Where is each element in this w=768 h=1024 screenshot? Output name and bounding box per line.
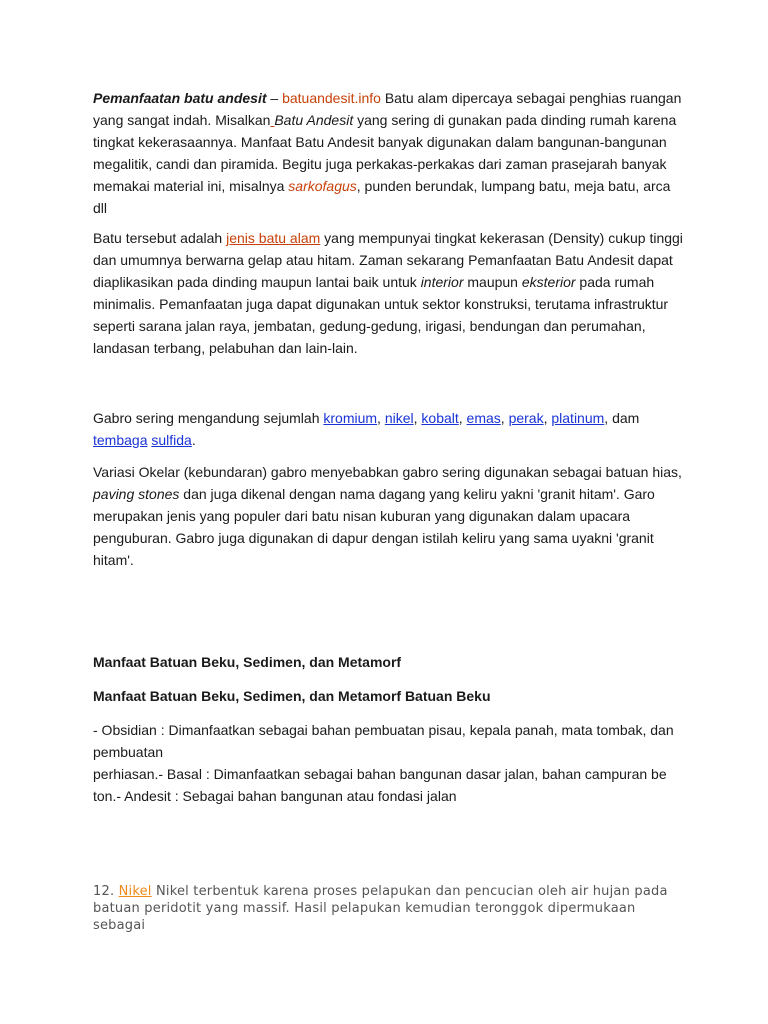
site-link[interactable]: batuandesit.info: [282, 90, 381, 106]
batuan-beku-list: [93, 719, 683, 807]
subsection-heading: Manfaat Batuan Beku, Sedimen, dan Metamorf Batuan Beku: [93, 688, 491, 704]
document-body: [93, 87, 683, 934]
perak-link[interactable]: perak: [508, 410, 544, 426]
eksterior-term: eksterior: [521, 274, 576, 290]
tembaga-link[interactable]: tembaga: [93, 432, 148, 448]
sulfida-link[interactable]: sulfida: [151, 432, 192, 448]
paragraph-andesit-intro: Pemanfaatan batu andesit – batuandesit.info Batu alam dipercaya sebagai penghias ruangan yang sangat indah. Misalkan Batu Andesit yang sering di gunakan pada dinding rumah karena tingkat kekerasaannya. Manfaat Batu Andesit banyak digunakan dalam bangunan-bangunan megalitik, candi dan piramida. Begitu juga perkakas-perkakas dari zaman prasejarah banyak memakai material ini, misalnya sarkofagus, punden berundak, lumpang batu, meja batu, arca dll: [93, 90, 682, 216]
nikel-footer-link[interactable]: Nikel: [118, 884, 152, 899]
platinum-link[interactable]: platinum: [551, 410, 605, 426]
paragraph-gabro-minerals: Gabro sering mengandung sejumlah kromium, nikel, kobalt, emas, perak, platinum, dam tembaga sulfida.: [93, 410, 640, 448]
kobalt-link[interactable]: kobalt: [421, 410, 459, 426]
paragraph-batu-alam: Batu tersebut adalah jenis batu alam yang mempunyai tingkat kekerasan (Density) cukup tinggi dan umumnya berwarna gelap atau hitam. Zaman sekarang Pemanfaatan Batu Andesit dapat diaplikasikan pada dinding maupun lantai baik untuk interior maupun eksterior pada rumah minimalis. Pemanfaatan juga dapat digunakan untuk sektor konstruksi, terutama infrastruktur seperti sarana jalan raya, jembatan, gedung-gedung, irigasi, bendungan dan perumahan, landasan terbang, pelabuhan dan lain-lain.: [93, 230, 683, 356]
nikel-link[interactable]: nikel: [384, 410, 414, 426]
kromium-link[interactable]: kromium: [323, 410, 378, 426]
paving-stones-term: paving stones: [93, 486, 180, 502]
jenis-batu-alam-link[interactable]: jenis batu alam: [226, 230, 321, 246]
paragraph-gabro-variasi: Variasi Okelar (kebundaran) gabro menyebabkan gabro sering digunakan sebagai batuan hias, paving stones dan juga dikenal dengan nama dagang yang keliru yakni 'granit hitam'. Garo merupakan jenis yang populer dari batu nisan kuburan yang digunakan dalam upacara penguburan. Gabro juga digunakan di dapur dengan istilah keliru yang sama uyakni 'granit hitam'.: [93, 464, 682, 568]
footer-nikel-paragraph: 12. Nikel Nikel terbentuk karena proses pelapukan dan pencucian oleh air hujan pada batuan peridotit yang massif. Hasil pelapukan kemudian teronggok dipermukaan sebagai: [93, 884, 668, 933]
list-line-basal-andesit: perhiasan.- Basal : Dimanfaatkan sebagai bahan bangunan dasar jalan, bahan campuran be ton.- Andesit : Sebagai bahan bangunan atau fondasi jalan: [93, 766, 667, 804]
batu-andesit-term: Batu Andesit: [274, 112, 354, 128]
article-title: Pemanfaatan batu andesit: [93, 90, 267, 106]
interior-term: interior: [420, 274, 464, 290]
sarkofagus-link[interactable]: sarkofagus: [288, 178, 357, 194]
emas-link[interactable]: emas: [466, 410, 501, 426]
section-heading: Manfaat Batuan Beku, Sedimen, dan Metamorf: [93, 654, 402, 670]
list-line-obsidian: - Obsidian : Dimanfaatkan sebagai bahan pembuatan pisau, kepala panah, mata tombak, dan pembuatan: [93, 722, 674, 760]
